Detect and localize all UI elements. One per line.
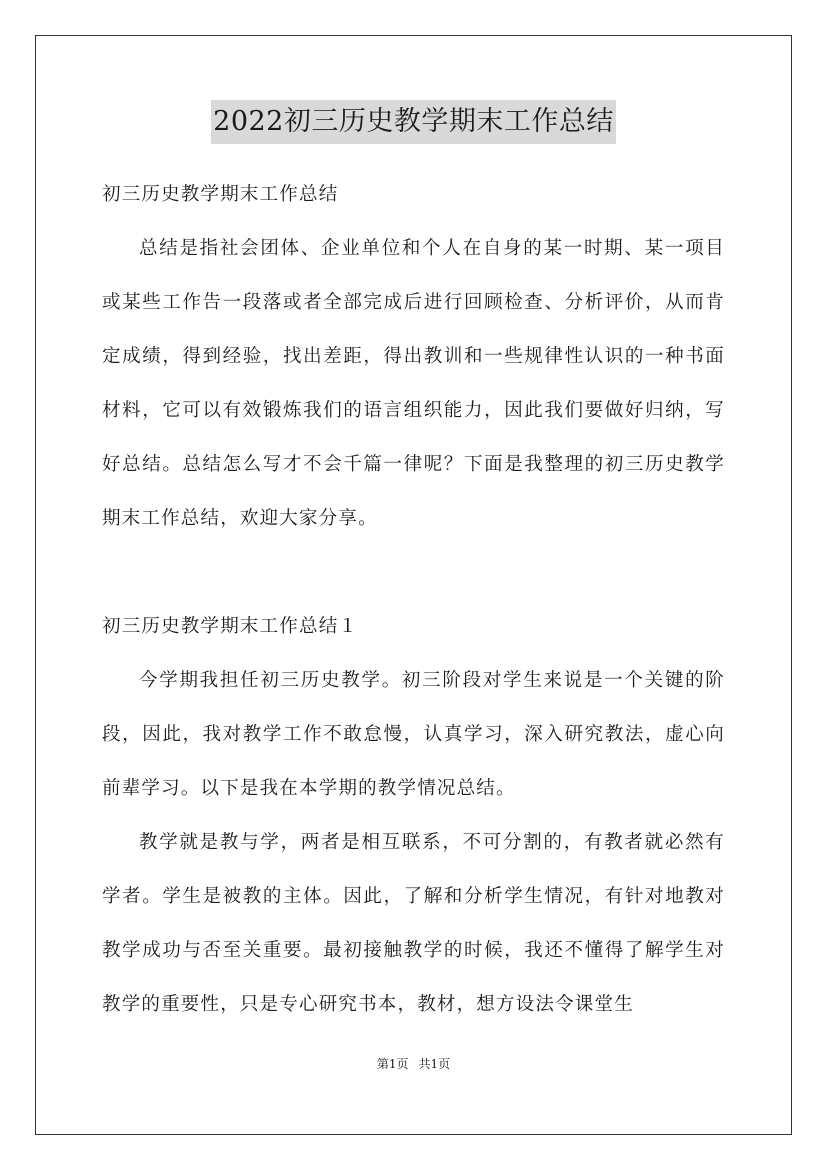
section1-body (102, 654, 725, 1032)
intro-paragraph: 总结是指社会团体、企业单位和个人在自身的某一时期、某一项目或某些工作告一段落或者全部完成后进行回顾检查、分析评价，从而肯定成绩，得到经验，找出差距，得出教训和一些规律性认识的一种书面材料，它可以有效锻炼我们的语言组织能力，因此我们要做好归纳，写好总结。总结怎么写才不会千篇一律呢？下面是我整理的初三历史教学期末工作总结，欢迎大家分享。 (102, 238, 725, 529)
page-number: 第1页 (376, 1057, 409, 1071)
section1-heading: 初三历史教学期末工作总结１ (102, 616, 359, 637)
section1-paragraph: 今学期我担任初三历史教学。初三阶段对学生来说是一个关键的阶段，因此，我对教学工作不敢怠慢，认真学习，深入研究教法，虚心向前辈学习。以下是我在本学期的教学情况总结。 (102, 670, 725, 799)
section1-paragraph: 教学就是教与学，两者是相互联系，不可分割的，有教者就必然有学者。学生是被教的主体。因此，了解和分析学生情况，有针对地教对教学成功与否至关重要。最初接触教学的时候，我还不懂得了解学生对教学的重要性，只是专心研究书本，教材，想方设法令课堂生 (102, 832, 725, 1015)
intro-block (102, 222, 725, 546)
title-container (0, 100, 827, 144)
page-footer (0, 1056, 827, 1072)
page-total: 共1页 (418, 1057, 451, 1071)
document-subtitle: 初三历史教学期末工作总结 (102, 184, 339, 205)
document-title: 2022初三历史教学期末工作总结 (211, 100, 616, 144)
